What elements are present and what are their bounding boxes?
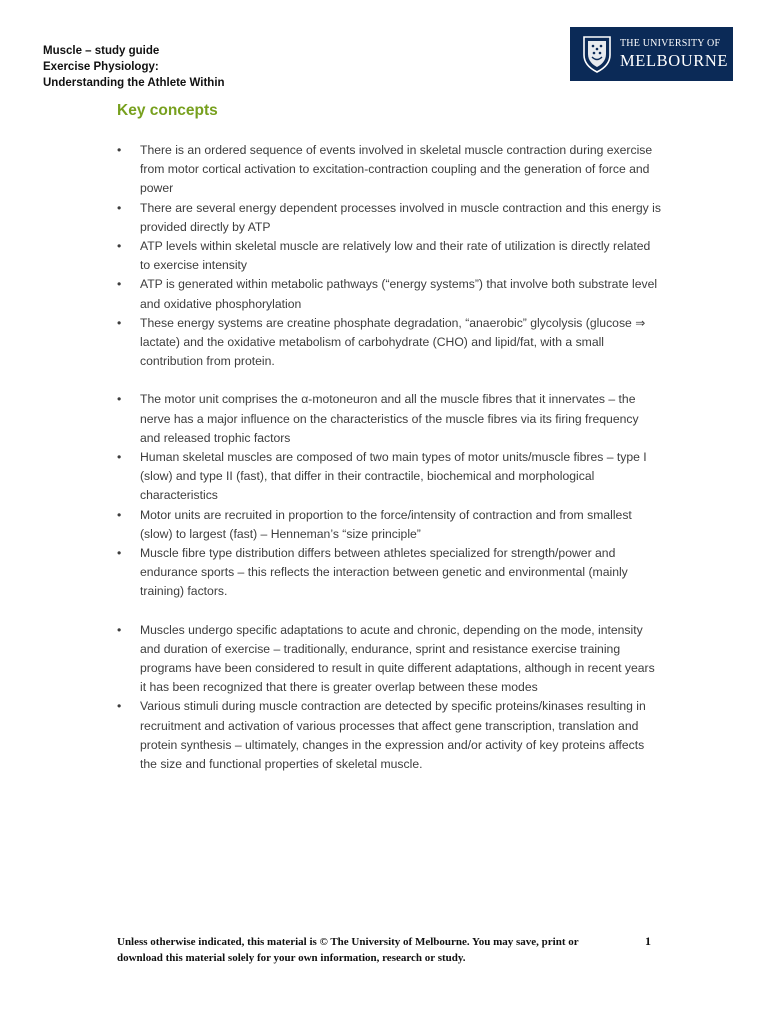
bullet-text: ATP levels within skeletal muscle are relatively low and their rate of utilization is directly related to exercise intensity (140, 239, 651, 273)
bullet-text: Muscle fibre type distribution differs between athletes specialized for strength/power and endurance sports – this reflects the interaction between genetic and environmental (mainly training) factors. (140, 546, 628, 599)
bullet-marker: • (117, 143, 122, 157)
logo-line-1: THE UNIVERSITY OF (620, 37, 721, 49)
bullet-marker: • (117, 315, 122, 330)
bullet-item (117, 506, 662, 544)
bullet-item (117, 141, 662, 199)
bullet-marker: • (117, 699, 122, 714)
bullet-marker: • (117, 622, 122, 637)
bullet-item (117, 390, 662, 448)
bullet-marker: • (117, 277, 122, 292)
bullet-text: There is an ordered sequence of events involved in skeletal muscle contraction during exercise from motor cortical activation to excitation-contraction coupling and the generation of force and power (140, 143, 653, 196)
section-title: Key concepts (117, 102, 218, 119)
bullet-marker: • (117, 546, 122, 561)
page-number: 1 (645, 934, 651, 948)
university-crest-icon (582, 35, 612, 73)
bullet-text: Various stimuli during muscle contraction are detected by specific proteins/kinases resulting in recruitment and activation of various processes that affect gene transcription, translation and protein synthesis – ultimately, changes in the expression and/or activity of key proteins affects the size and functional properties of skeletal muscle. (140, 699, 646, 772)
bullet-text: These energy systems are creatine phosphate degradation, “anaerobic” glycolysis (glucose ⇒ lactate) and the oxidative metabolism of carbohydrate (CHO) and lipid/fat, with a small contribution from protein. (140, 315, 646, 369)
bullet-text: Muscles undergo specific adaptations to acute and chronic, depending on the mode, intensity and duration of exercise – traditionally, endurance, sprint and resistance exercise training programs have been considered to result in quite different adaptations, although in recent years it has been recognized that there is greater overlap between these modes (140, 622, 655, 695)
bullet-item (117, 621, 662, 698)
bullet-item (117, 314, 662, 372)
bullet-group (117, 390, 662, 601)
bullet-item (117, 544, 662, 602)
key-concepts-list (117, 141, 662, 774)
bullet-marker: • (117, 507, 122, 522)
bullet-marker: • (117, 450, 122, 465)
copyright-notice: Unless otherwise indicated, this material is © The University of Melbourne. You may save, print or download this material solely for your own information, research or study. (117, 936, 579, 964)
bullet-item (117, 697, 662, 774)
bullet-item (117, 199, 662, 237)
bullet-marker: • (117, 239, 122, 254)
bullet-group (117, 141, 662, 371)
header-line-3: Understanding the Athlete Within (43, 77, 225, 89)
bullet-text: ATP is generated within metabolic pathways (“energy systems”) that involve both substrate level and oxidative phosphorylation (140, 277, 658, 311)
document-header (43, 43, 225, 91)
university-logo (570, 27, 733, 81)
logo-line-2: MELBOURNE (620, 50, 729, 70)
bullet-item (117, 237, 662, 275)
bullet-item (117, 448, 662, 506)
university-wordmark (620, 39, 728, 70)
bullet-text: There are several energy dependent processes involved in muscle contraction and this energy is provided directly by ATP (140, 200, 661, 234)
bullet-marker: • (117, 392, 122, 407)
bullet-text: Human skeletal muscles are composed of two main types of motor units/muscle fibres – type I (slow) and type II (fast), that differ in their contractile, biochemical and morphological characteristics (140, 450, 647, 503)
header-line-2: Exercise Physiology: (43, 61, 159, 73)
bullet-marker: • (117, 200, 122, 215)
bullet-group (117, 621, 662, 775)
header-line-1: Muscle – study guide (43, 45, 160, 57)
bullet-item (117, 275, 662, 313)
bullet-text: The motor unit comprises the α-motoneuron and all the muscle fibres that it innervates – the nerve has a major influence on the characteristics of the muscle fibres via its firing frequency and released trophic factors (140, 392, 639, 445)
bullet-text: Motor units are recruited in proportion to the force/intensity of contraction and from smallest (slow) to largest (fast) – Henneman’s “size principle” (140, 507, 632, 541)
